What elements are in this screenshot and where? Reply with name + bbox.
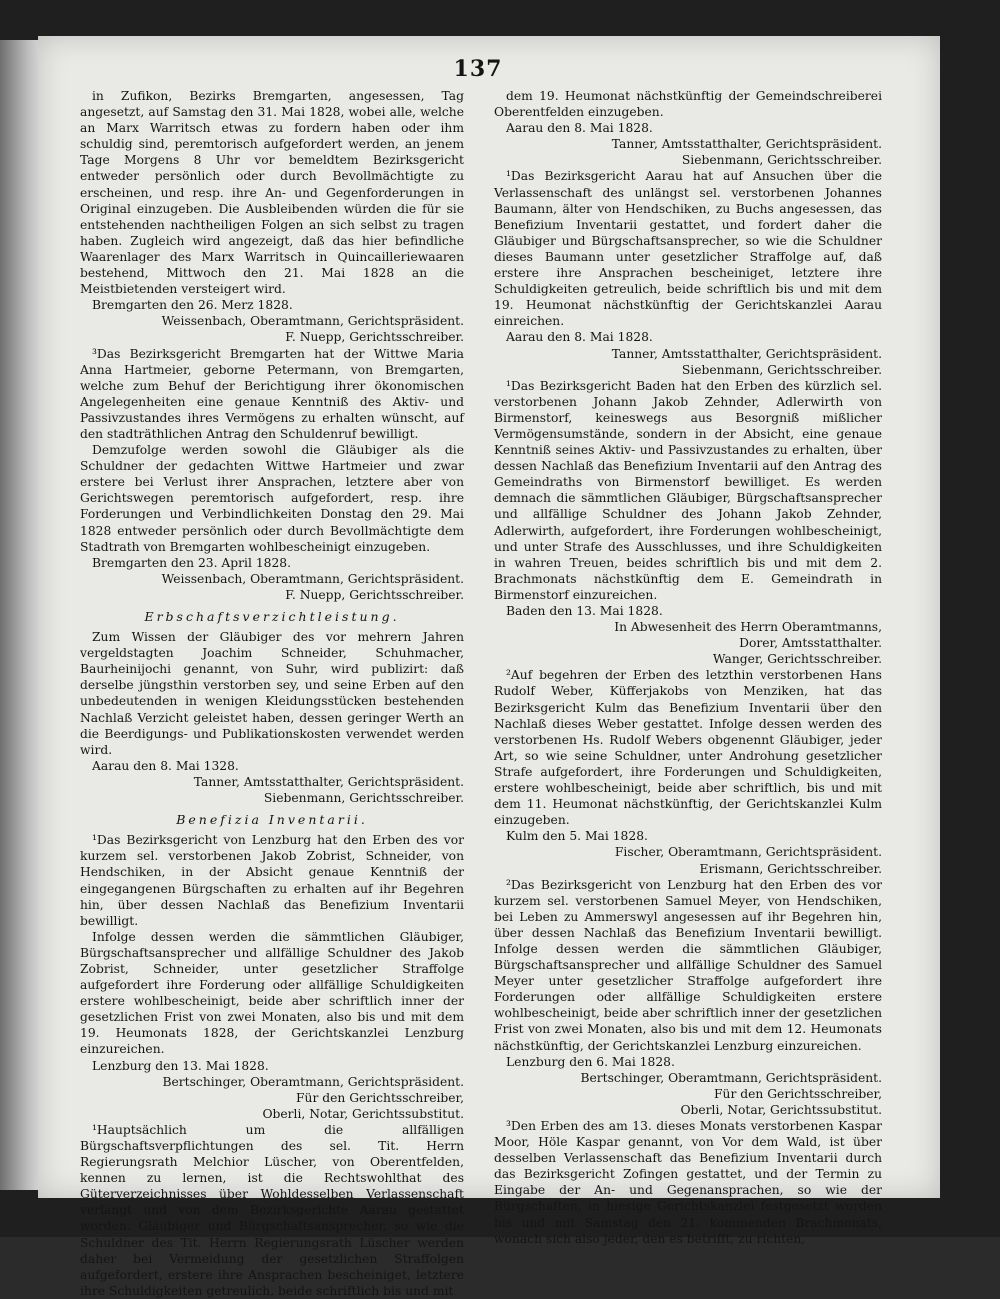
signature-line: In Abwesenheit des Herrn Oberamtmanns,: [614, 620, 882, 635]
section-heading: Benefizia Inventarii.: [176, 812, 368, 828]
right-column: [494, 88, 882, 1247]
signature-line: Tanner, Amtsstatthalter, Gerichtspräsident.: [611, 346, 882, 361]
signature-line: F. Nuepp, Gerichtsschreiber.: [285, 587, 464, 602]
notice-entry: [494, 168, 882, 377]
dateline: Aarau den 8. Mai 1828.: [506, 121, 653, 136]
notice-entry: [80, 88, 464, 346]
signature-line: Oberli, Notar, Gerichtssubstitut.: [262, 1106, 464, 1121]
signature-line: Tanner, Amtsstatthalter, Gerichtspräsident.: [611, 137, 882, 152]
signature-line: Dorer, Amtsstatthalter.: [739, 636, 882, 651]
signature-line: Für den Gerichtsschreiber,: [296, 1090, 464, 1105]
signature-line: Weissenbach, Oberamtmann, Gerichtspräsident.: [161, 571, 464, 586]
signature-line: Wanger, Gerichtsschreiber.: [712, 652, 882, 667]
page-number: 137: [453, 56, 503, 82]
signature-line: Siebenmann, Gerichtsschreiber.: [681, 153, 882, 168]
newspaper-page: [38, 36, 940, 1298]
signature-line: Bertschinger, Oberamtmann, Gerichtspräsident.: [162, 1074, 464, 1089]
notice-entry: [80, 832, 464, 1122]
section-heading: Erbschaftsverzichtleistung.: [144, 609, 400, 624]
notice-entry: [494, 378, 882, 668]
dateline: Lenzburg den 6. Mai 1828.: [506, 1054, 675, 1069]
notice-entry: [494, 667, 882, 876]
dateline: Bremgarten den 23. April 1828.: [92, 555, 292, 570]
notice-text: ¹Hauptsächlich um die allfälligen Bürgschaftsverpflichtungen des sel. Tit. Herrn Regierungsrath Melchior Lüscher, von Oberentfelden, kennen zu lernen, ist die Rechtswohlthat des Güterverzeichnisses über Wohldesselben Verlassenschaft verlangt und von dem Bezirksgerichte Aarau gestattet worden. Gläubiger und Bürgschaftsansprecher, so wie die Schuldner des Tit. Herrn Regierungsrath Lüscher werden daher bei Vermeidung der gesetzlichen Straffolgen aufgefordert, erstere ihre Ansprachen bescheiniget, letztere ihre Schuldigkeiten getreulich, beide schriftlich bis und mit: [80, 1122, 464, 1298]
notice-text: in Zufikon, Bezirks Bremgarten, angesessen, Tag angesetzt, auf Samstag den 31. Mai 1828, wobei alle, welche an Marx Warritsch etwas zu fordern haben oder ihm schuldig sind, peremtorisch aufgefordert werden, an jenem Tage Morgens 8 Uhr vor bemeldtem Bezirksgericht entweder persönlich oder durch Bevollmächtigte zu erscheinen, und resp. ihre An- und Gegenforderungen in Original einzugeben. Die Ausbleibenden würden die für sie entstehenden nachtheiligen Folgen an sich selbst zu tragen haben. Zugleich wird angezeigt, daß das hier befindliche Waarenlager des Marx Warritsch in Quincailleriewaaren bestehend, Mittwoch den 21. Mai 1828 an die Meistbietenden versteigert wird.: [80, 89, 464, 297]
notice-entry: [80, 1122, 464, 1299]
signature-line: Siebenmann, Gerichtsschreiber.: [681, 362, 882, 377]
signature-line: Erismann, Gerichtsschreiber.: [699, 861, 882, 876]
signature-line: Für den Gerichtsschreiber,: [714, 1086, 882, 1101]
signature-line: Tanner, Amtsstatthalter, Gerichtspräsident.: [193, 774, 464, 789]
notice-text: dem 19. Heumonat nächstkünftig der Gemeindschreiberei Oberentfelden einzugeben.: [494, 89, 882, 120]
notice-entry: [494, 88, 882, 168]
notice-text: ¹Das Bezirksgericht von Lenzburg hat den Erben des vor kurzem sel. verstorbenen Jakob Zobrist, Schneider, von Hendschiken, in der Absicht genaue Kenntniß der eingegangenen Bürgschaften zu erhalten auf ihr Begehren hin, über dessen Nachlaß das Benefizium Inventarii bewilligt.: [80, 833, 464, 928]
signature-line: Siebenmann, Gerichtsschreiber.: [263, 791, 464, 806]
dateline: Aarau den 8. Mai 1328.: [92, 758, 239, 773]
notice-text: ²Auf begehren der Erben des letzthin verstorbenen Hans Rudolf Weber, Küfferjakobs von Menziken, hat das Bezirksgericht Kulm das Benefizium Inventarii über den Nachlaß dieses Weber gestattet. Infolge dessen werden des verstorbenen Hs. Rudolf Webers obgenennt Gläubiger, jeder Art, so wie seine Schuldner, unter Androhung gesetzlicher Strafe aufgefordert, ihre Forderungen und Schuldigkeiten, erstere wohlbescheinigt, beide aber schriftlich, bis und mit dem 11. Heumonat nächstkünftig, der Gerichtskanzlei Kulm einzugeben.: [494, 668, 882, 828]
notice-entry: [494, 1118, 882, 1247]
notice-text: Zum Wissen der Gläubiger des vor mehrern Jahren vergeldstagten Joachim Schneider, Schuhmacher, Baurheinijochi genannt, von Suhr, wird publizirt: daß derselbe jüngsthin verstorben sey, und seine Erben auf den unbedeutenden in wenigen Kleidungsstücken bestehenden Nachlaß Verzicht geleistet haben, dessen geringer Werth an die Beerdigungs- und Publikationskosten verwendet werden wird.: [80, 630, 464, 757]
notice-text: ¹Das Bezirksgericht Baden hat den Erben des kürzlich sel. verstorbenen Johann Jakob Zehnder, Adlerwirth von Birmenstorf, keineswegs aus Besorgniß mißlicher Vermögensumstände, sondern in der Absicht, eine genaue Kenntniß seines Aktiv- und Passivzustandes zu erhalten, über dessen Nachlaß das Benefizium Inventarii auf den Antrag des Gemeindraths von Birmenstorf bewilliget. Es werden demnach die sämmtlichen Gläubiger, Bürgschaftsansprecher und allfällige Schuldner des Johann Jakob Zehnder, Adlerwirth, aufgefordert, ihre Forderungen wohlbescheinigt, und unter Strafe des Ausschlusses, und ihre Schuldigkeiten in wahren Treuen, beides schriftlich bis und mit dem 2. Brachmonats nächstkünftig dem E. Gemeindrath in Birmenstorf einzureichen.: [494, 378, 882, 602]
signature-line: F. Nuepp, Gerichtsschreiber.: [285, 330, 464, 345]
dateline: Bremgarten den 26. Merz 1828.: [92, 298, 293, 313]
signature-line: Oberli, Notar, Gerichtssubstitut.: [680, 1102, 882, 1117]
signature-line: Fischer, Oberamtmann, Gerichtspräsident.: [614, 845, 882, 860]
notice-entry: [80, 629, 464, 806]
dateline: Aarau den 8. Mai 1828.: [506, 330, 653, 345]
notice-text-continued: Demzufolge werden sowohl die Gläubiger als die Schuldner der gedachten Wittwe Hartmeier und zwar erstere bei Verlust ihrer Ansprachen, letztere aber von Gerichtswegen peremtorisch aufgefordert, resp. ihre Forderungen und Verbindlichkeiten Donstag den 29. Mai 1828 entweder persönlich oder durch Bevollmächtigte dem Stadtrath von Bremgarten wohlbescheinigt einzugeben.: [80, 443, 464, 554]
notice-text: ³Das Bezirksgericht Bremgarten hat der Wittwe Maria Anna Hartmeier, geborne Petermann, von Bremgarten, welche zum Behuf der Berichtigung ihrer ökonomischen Angelegenheiten eine genaue Kenntniß des Aktiv- und Passivzustandes ihres Vermögens zu erhalten wünscht, auf den stadträthlichen Antrag den Schuldenruf bewilligt.: [80, 346, 464, 441]
notice-text: ³Den Erben des am 13. dieses Monats verstorbenen Kaspar Moor, Höle Kaspar genannt, von Vor dem Wald, ist über desselben Verlassenschaft das Benefizium Inventarii durch das Bezirksgericht Zofingen gestattet, und der Termin zu Eingabe der An- und Gegenansprachen, so wie der Bürgschaften, in hiesige Gerichtskanzlei festgesetzt worden bis und mit Samstag den 21. kommenden Brachmonats, wonach sich also jeder, den es betrifft, zu richten,: [494, 1119, 882, 1246]
signature-line: Weissenbach, Oberamtmann, Gerichtspräsident.: [161, 314, 464, 329]
signature-line: Bertschinger, Oberamtmann, Gerichtspräsident.: [580, 1070, 882, 1085]
dateline: Kulm den 5. Mai 1828.: [506, 829, 648, 844]
notice-entry: [80, 346, 464, 604]
notice-entry: [494, 877, 882, 1118]
facing-page-edge: [0, 40, 40, 1190]
dateline: Lenzburg den 13. Mai 1828.: [92, 1058, 269, 1073]
dateline: Baden den 13. Mai 1828.: [506, 604, 663, 618]
left-column: [80, 88, 464, 1299]
notice-text-continued: Infolge dessen werden die sämmtlichen Gläubiger, Bürgschaftsansprecher und allfällige Schuldner des Jakob Zobrist, Schneider, unter gesetzlicher Straffolge aufgefordert ihre Forderung oder allfällige Schuldigkeiten erstere wohlbescheinigt, beide aber schriftlich inner der gesetzlichen Frist von zwei Monaten, also bis und mit dem 19. Heumonats 1828, der Gerichtskanzlei Lenzburg einzureichen.: [80, 929, 464, 1057]
notice-text: ¹Das Bezirksgericht Aarau hat auf Ansuchen über die Verlassenschaft des unlängst sel. verstorbenen Johannes Baumann, älter von Hendschiken, zu Buchs angesessen, das Benefizium Inventarii gestattet, und fordert daher die Gläubiger und Bürgschaftsansprecher, so wie die Schuldner dieses Baumann unter gesetzlicher Straffolge auf, daß erstere ihre Ansprachen bescheiniget, letztere ihre Schuldigkeiten getreulich, beide schriftlich bis und mit dem 19. Heumonat nächstkünftig der Gerichtskanzlei Aarau einreichen.: [494, 169, 882, 329]
notice-text: ²Das Bezirksgericht von Lenzburg hat den Erben des vor kurzem sel. verstorbenen Samuel Meyer, von Hendschiken, bei Leben zu Ammerswyl angesessen auf ihr Begehren hin, über dessen Nachlaß das Benefizium Inventarii bewilligt. Infolge dessen werden die sämmtlichen Gläubiger, Bürgschaftsansprecher und allfällige Schuldner des Samuel Meyer unter gesetzlicher Straffolge aufgefordert ihre Forderungen oder allfällige Schuldigkeiten erstere wohlbescheinigt, beide aber schriftlich inner der gesetzlichen Frist von zwei Monaten, also bis und mit dem 12. Heumonats nächstkünftig, der Gerichtskanzlei Lenzburg einzureichen.: [494, 877, 882, 1053]
